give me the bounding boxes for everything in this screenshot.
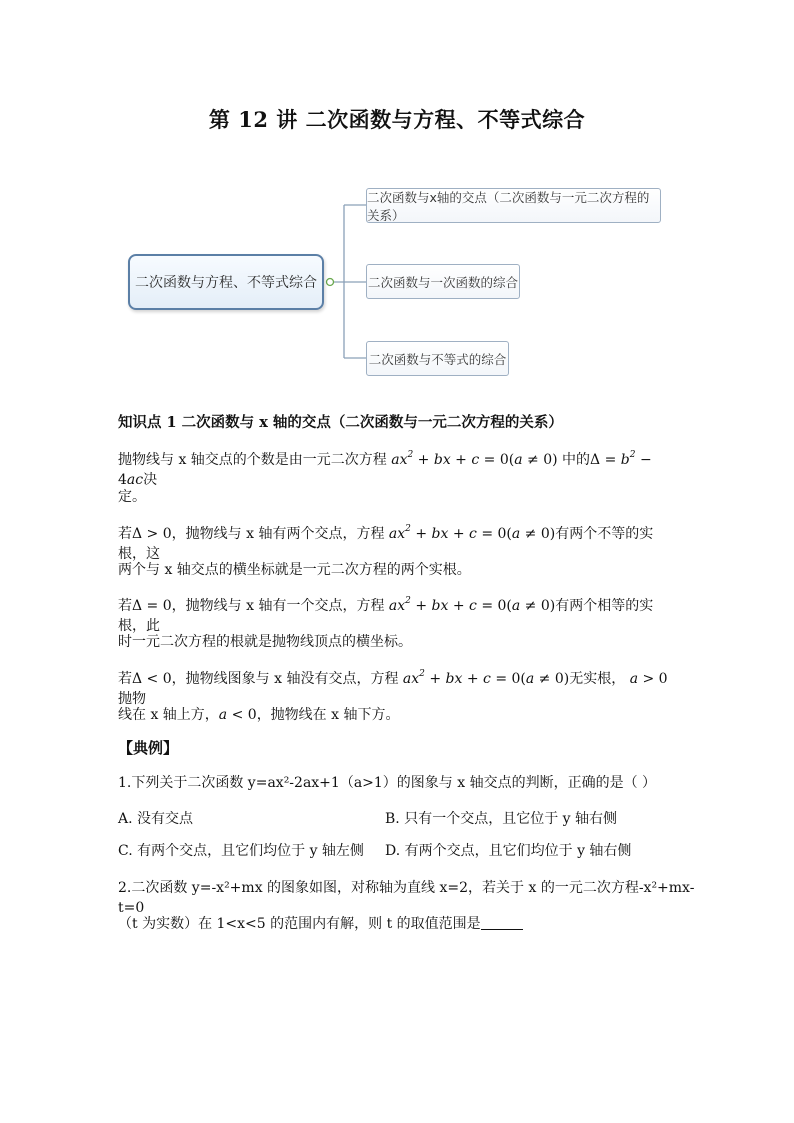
knowledge-heading: 知识点 1 二次函数与 x 轴的交点（二次函数与一元二次方程的关系） [118,414,563,431]
paragraph-3: 若Δ = 0，抛物线与 x 轴有一个交点，方程 $ax^2$ + bx + c = 0(a ≠ 0)有两个相等的实根，此 [118,596,654,634]
option-c[interactable]: C. 有两个交点，且它们均位于 y 轴左侧 [118,843,364,859]
page-title: 第 12 讲 二次函数与方程、不等式综合 [208,107,586,132]
mindmap-branch-label: 二次函数与一次函数的综合 [367,274,518,290]
mindmap-branch-node[interactable] [366,264,520,299]
option-a[interactable]: A. 没有交点 [118,811,194,827]
paragraph-4-cont: 线在 x 轴上方，a < 0，抛物线在 x 轴下方。 [118,707,400,723]
mindmap-branch-node[interactable] [366,341,509,376]
paragraph-2-cont: 两个与 x 轴交点的横坐标就是一元二次方程的两个实根。 [118,562,471,578]
option-b[interactable]: B. 只有一个交点，且它位于 y 轴右侧 [385,811,617,827]
answer-blank[interactable] [481,915,523,930]
discriminant-formula: $\Delta = b^2 - 4ac$ [118,450,652,488]
examples-heading: 【典例】 [118,739,179,757]
mindmap-branch-node[interactable] [366,188,661,223]
paragraph-4: 若Δ < 0，抛物线图象与 x 轴没有交点，方程 $ax^2$ + bx + c = 0(a ≠ 0)无实根， a > 0 抛物 [118,669,668,707]
paragraph-1-cont: 定。 [118,489,146,505]
paragraph-2: 若Δ > 0，抛物线与 x 轴有两个交点，方程 $ax^2$ + bx + c = 0(a ≠ 0)有两个不等的实根，这 [118,524,654,562]
mindmap-root-label: 二次函数与方程、不等式综合 [135,275,317,291]
paragraph-3-cont: 时一元二次方程的根就是抛物线顶点的横坐标。 [118,634,412,650]
mindmap-branch-label: 二次函数与x轴的交点（二次函数与一元二次方程的关系） [367,189,650,223]
paragraph-1: 抛物线与 x 轴交点的个数是由一元二次方程 $ax^2$ + bx + c = 0(a ≠ 0) 中的$\Delta = b^2 - 4ac$决 [118,450,652,488]
collapse-handle-icon [327,279,334,286]
option-d[interactable]: D. 有两个交点，且它们均位于 y 轴右侧 [385,843,632,859]
question-1: 1.下列关于二次函数 y=ax²-2ax+1（a>1）的图象与 x 轴交点的判断，正确的是（ ） [118,775,657,791]
quadratic-equation-formula: $ax^2$ + bx + c = 0(a ≠ 0) [391,450,558,468]
question-2-line-1: 2.二次函数 y=-x²+mx 的图象如图，对称轴为直线 x=2，若关于 x 的一元二次方程-x²+mx-t=0 [118,880,695,916]
mindmap-branch-label: 二次函数与不等式的综合 [368,351,507,367]
question-2-line-2: （t 为实数）在 1<x<5 的范围内有解，则 t 的取值范围是 [118,914,698,934]
mindmap-root-node[interactable] [128,254,324,310]
